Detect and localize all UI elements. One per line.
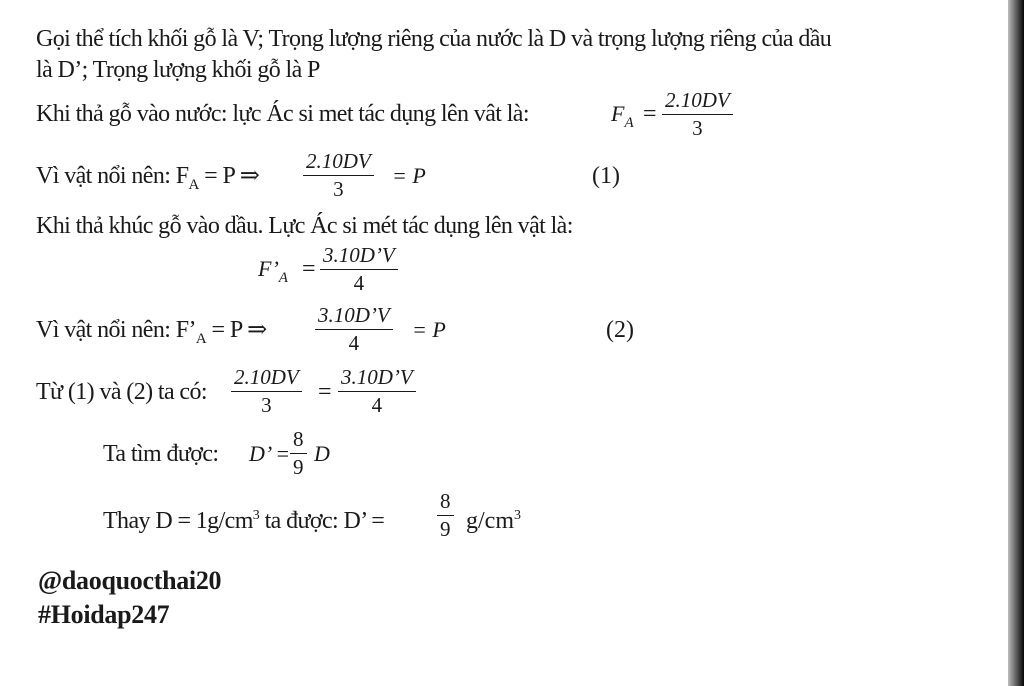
fraction-combine-right: $\frac{3.10D’V}{4}$ (338, 365, 416, 417)
fraction-oil-buoyancy: $\frac{3.10D’V}{4}$ (320, 243, 398, 295)
buoyancy-water-text: Khi thả gỗ vào nước: lực Ác si met tác dụng lên vât là: (36, 101, 529, 127)
fraction-water-buoyancy: $\frac{2.10DV}{3}$ (662, 88, 733, 140)
d-symbol: D (314, 441, 330, 466)
equals-sign: = (643, 101, 657, 127)
d-prime-symbol: D’ = (249, 441, 291, 466)
fraction-eq-2: $\frac{3.10D’V}{4}$ (315, 303, 393, 355)
fraction-eight-ninths: $\frac{8}{9}$ (290, 427, 307, 479)
equation-tag-1: (1) (592, 163, 620, 189)
equals-p-2: = P (412, 317, 446, 342)
author-handle: @daoquocthai20 (38, 566, 222, 595)
force-symbol: $F_A$ (611, 101, 634, 131)
equals-p: = P (392, 163, 426, 188)
fraction-final: $\frac{8}{9}$ (437, 489, 454, 541)
buoyancy-oil-text: Khi thả khúc gỗ vào dầu. Lực Ác si mét tác dụng lên vật là: (36, 213, 573, 239)
fraction-eq-1: $\frac{2.10DV}{3}$ (303, 149, 374, 201)
floating-condition-water: Vì vật nổi nên: $F_A = P$ ⇒ (36, 163, 260, 193)
substitution-text: Thay $D = 1g/cm^3$ ta được: D’ = (103, 508, 385, 534)
floating-condition-oil: Vì vật nổi nên: $F’_A = P$ ⇒ (36, 317, 267, 347)
equals-sign-oil: = (302, 256, 316, 282)
force-symbol-oil: $F’_A$ (258, 256, 288, 286)
fraction-combine-left: $\frac{2.10DV}{3}$ (231, 365, 302, 417)
equals-sign-combine: = (318, 379, 332, 405)
intro-line-1: Gọi thể tích khối gỗ là V; Trọng lượng riêng của nước là D và trọng lượng riêng của dầu (36, 26, 832, 52)
combine-text: Từ (1) và (2) ta có: (36, 379, 207, 405)
window-edge (1008, 0, 1024, 686)
unit-label: $g/cm^3$ (466, 508, 521, 534)
site-hashtag: #Hoidap247 (38, 600, 170, 629)
result-text: Ta tìm được: (103, 441, 219, 467)
intro-line-2: là D’; Trọng lượng khối gỗ là P (36, 57, 320, 83)
equation-tag-2: (2) (606, 317, 634, 343)
